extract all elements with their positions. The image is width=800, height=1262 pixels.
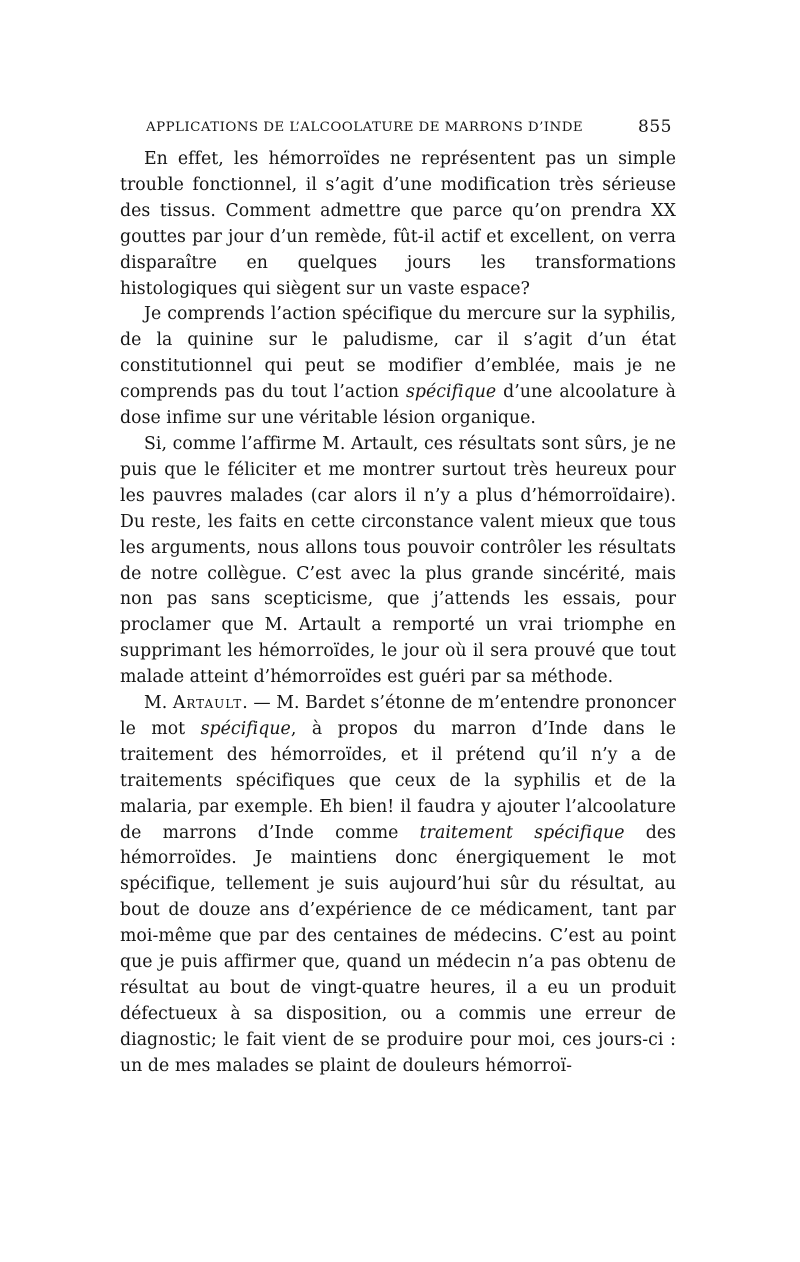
running-title: APPLICATIONS DE L’ALCOOLATURE DE MARRONS D’INDE bbox=[146, 120, 584, 135]
speaker-prefix: M. bbox=[144, 693, 168, 714]
specific-emphasis: spécifique bbox=[200, 718, 291, 739]
reply-middle: , à propos du marron d’Inde dans le traitement des hémorroïdes, et il prétend qu’il n’y a de traitements spécifiques que ceux de la syphilis et de la malaria, par exemple. Eh bien! il faudra y ajouter l’alcoolature de marrons d’Inde comme bbox=[120, 718, 676, 843]
reply-intro: . — M. Bardet s’étonne de m’entendre prononcer le mot bbox=[120, 693, 676, 739]
paragraph-artault-results: Si, comme l’affirme M. Artault, ces résultats sont sûrs, je ne puis que le féliciter et me montrer surtout très heureux pour les pauvres malades (car alors il n’y a plus d’hémorroïdaire). Du reste, les faits en cette circonstance valent mieux que tous les arguments, nous allons tous pouvoir contrôler les résultats de notre collègue. C’est avec la plus grande sincérité, mais non pas sans scepticisme, que j’attends les essais, pour proclamer que M. Artault a remporté un vrai triomphe en supprimant les hémorroïdes, le jour où il sera prouvé que tout malade atteint d’hémorroïdes est guéri par sa méthode. bbox=[120, 433, 676, 688]
paragraph-specific-action bbox=[120, 302, 676, 432]
speaker-name: Artault bbox=[172, 693, 243, 714]
paragraph-artault-reply bbox=[120, 691, 676, 1080]
running-header bbox=[120, 117, 676, 143]
specific-treatment-emphasis: traitement spécifique bbox=[419, 822, 625, 843]
book-page bbox=[120, 117, 676, 1080]
reply-end: des hémorroïdes. Je maintiens donc énergiquement le mot spécifique, tellement je suis aujourd’hui sûr du résultat, au bout de douze ans d’expérience de ce médicament, tant par moi-même que par des centaines de médecins. C’est au point que je puis affirmer que, quand un médecin n’a pas obtenu de résultat au bout de vingt-quatre heures, il a eu un produit défectueux à sa disposition, ou a commis une erreur de diagnostic; le fait vient de se produire pour moi, ces jours-ci : un de mes malades se plaint de douleurs hémorroï- bbox=[120, 822, 677, 1076]
paragraph-2-before-emphasis: Je comprends l’action spécifique du mercure sur la syphilis, de la quinine sur le paludisme, car il s’agit d’un état constitutionnel qui peut se modifier d’emblée, mais je ne comprends pas du tout l’action bbox=[120, 304, 676, 403]
paragraph-2-after-emphasis: d’une alcoolature à dose infime sur une véritable lésion organique. bbox=[120, 382, 676, 429]
body-text bbox=[120, 147, 676, 1080]
paragraph-hemorrhoids-not-functional: En effet, les hémorroïdes ne représentent pas un simple trouble fonctionnel, il s’agit d’une modification très sérieuse des tissus. Comment admettre que parce qu’on prendra XX gouttes par jour d’un remède, fût-il actif et excellent, on verra disparaître en quelques jours les transformations histologiques qui siègent sur un vaste espace? bbox=[120, 149, 676, 299]
page-number: 855 bbox=[638, 117, 672, 137]
specific-emphasis: spécifique bbox=[406, 382, 497, 403]
